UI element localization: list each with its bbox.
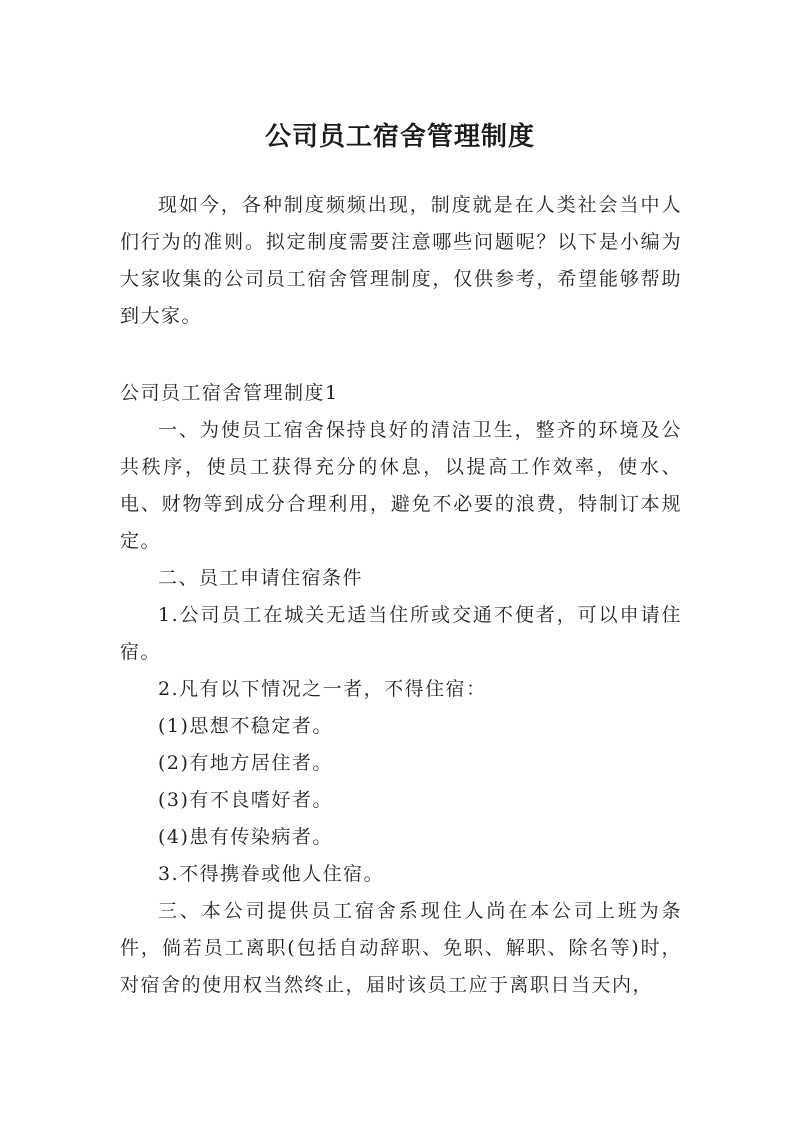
paragraph-5: (1)思想不稳定者。	[158, 715, 333, 737]
intro-block	[120, 187, 682, 335]
document-title: 公司员工宿舍管理制度	[264, 122, 535, 153]
paragraph-6: (2)有地方居住者。	[158, 752, 333, 774]
paragraph-10: 三、本公司提供员工宿舍系现住人尚在本公司上班为条件，倘若员工离职(包括自动辞职、免职、解职、除名等)时，对宿舍的使用权当然终止，届时该员工应于离职日当天内，	[120, 900, 682, 996]
paragraph-2: 二、员工申请住宿条件	[158, 567, 364, 589]
paragraph-7: (3)有不良嗜好者。	[158, 789, 333, 811]
intro-paragraph: 现如今，各种制度频频出现，制度就是在人类社会当中人们行为的准则。拟定制度需要注意哪些问题呢？以下是小编为大家收集的公司员工宿舍管理制度，仅供参考，希望能够帮助到大家。	[120, 194, 682, 327]
paragraph-1: 一、为使员工宿舍保持良好的清洁卫生，整齐的环境及公共秩序，使员工获得充分的休息，以提高工作效率，使水、电、财物等到成分合理利用，避免不必要的浪费，特制订本规定。	[120, 419, 682, 552]
paragraph-8: (4)患有传染病者。	[158, 826, 333, 848]
paragraph-4: 2.凡有以下情况之一者，不得住宿：	[158, 678, 487, 700]
content-block	[120, 375, 682, 1004]
paragraph-9: 3.不得携眷或他人住宿。	[158, 863, 385, 885]
section-heading: 公司员工宿舍管理制度1	[120, 382, 339, 404]
paragraph-3: 1.公司员工在城关无适当住所或交通不便者，可以申请住宿。	[120, 604, 682, 663]
